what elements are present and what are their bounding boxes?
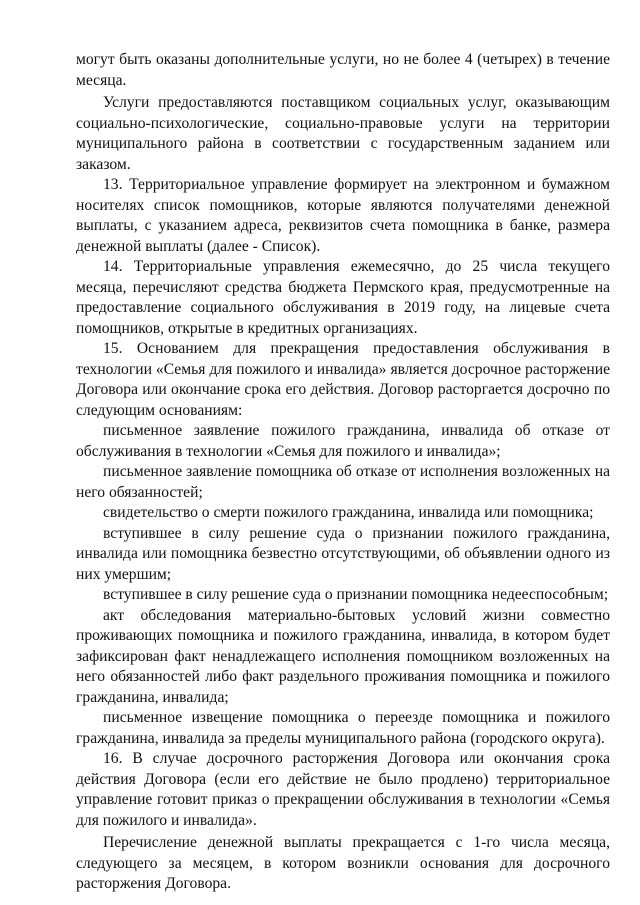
list-item-death-certificate: свидетельство о смерти пожилого гражданина, инвалида или помощника;: [103, 504, 594, 521]
document-page: [76, 50, 610, 895]
paragraph-13: 13. Территориальное управление формирует на электронном и бумажном носителях список помощников, которые являются получателями денежной выплаты, с указанием адреса, реквизитов счета помощника в банке, размера денежной выплаты (далее - Список).: [76, 176, 610, 255]
list-item-inspection-act: акт обследования материально-бытовых условий жизни совместно проживающих помощника и пожилого гражданина, инвалида, в котором будет зафиксирован факт ненадлежащего исполнения помощником возложенных на него обязанностей либо факт раздельного проживания помощника и пожилого гражданина, инвалида;: [76, 606, 610, 706]
paragraph-continuation: могут быть оказаны дополнительные услуги, но не более 4 (четырех) в течение месяца.: [76, 51, 610, 89]
list-item-written-statement-elderly: письменное заявление пожилого гражданина, инвалида об отказе от обслуживания в технологии «Семья для пожилого и инвалида»;: [76, 422, 610, 460]
paragraph-16: 16. В случае досрочного расторжения Договора или окончания срока действия Договора (если его действие не было продлено) территориальное управление готовит приказ о прекращении обслуживания в технологии «Семья для пожилого и инвалида».: [76, 750, 610, 829]
list-item-court-incapable: вступившее в силу решение суда о признании помощника недееспособным;: [103, 586, 609, 603]
paragraph-15: 15. Основанием для прекращения предоставления обслуживания в технологии «Семья для пожилого и инвалида» является досрочное расторжение Договора или окончание срока его действия. Договор расторгается досрочно по следующим основаниям:: [76, 340, 610, 419]
paragraph-services: Услуги предоставляются поставщиком социальных услуг, оказывающим социально-психологические, социально-правовые услуги на территории муниципального района в соответствии с государственным заданием или заказом.: [76, 94, 610, 173]
paragraph-14: 14. Территориальные управления ежемесячно, до 25 числа текущего месяца, перечисляют средства бюджета Пермского края, предусмотренные на предоставление социального обслуживания в 2019 году, на лицевые счета помощников, открытые в кредитных организациях.: [76, 258, 610, 337]
list-item-written-statement-helper: письменное заявление помощника об отказе от исполнения возложенных на него обязанностей;: [76, 463, 610, 501]
paragraph-payment-termination: Перечисление денежной выплаты прекращается с 1-го числа месяца, следующего за месяцем, в котором возникли основания для досрочного расторжения Договора.: [76, 834, 610, 892]
list-item-relocation-notice: письменное извещение помощника о переезде помощника и пожилого гражданина, инвалида за пределы муниципального района (городского округа).: [76, 709, 610, 747]
list-item-court-missing: вступившее в силу решение суда о признании пожилого гражданина, инвалида или помощника безвестно отсутствующими, об объявлении одного из них умершим;: [76, 524, 610, 583]
